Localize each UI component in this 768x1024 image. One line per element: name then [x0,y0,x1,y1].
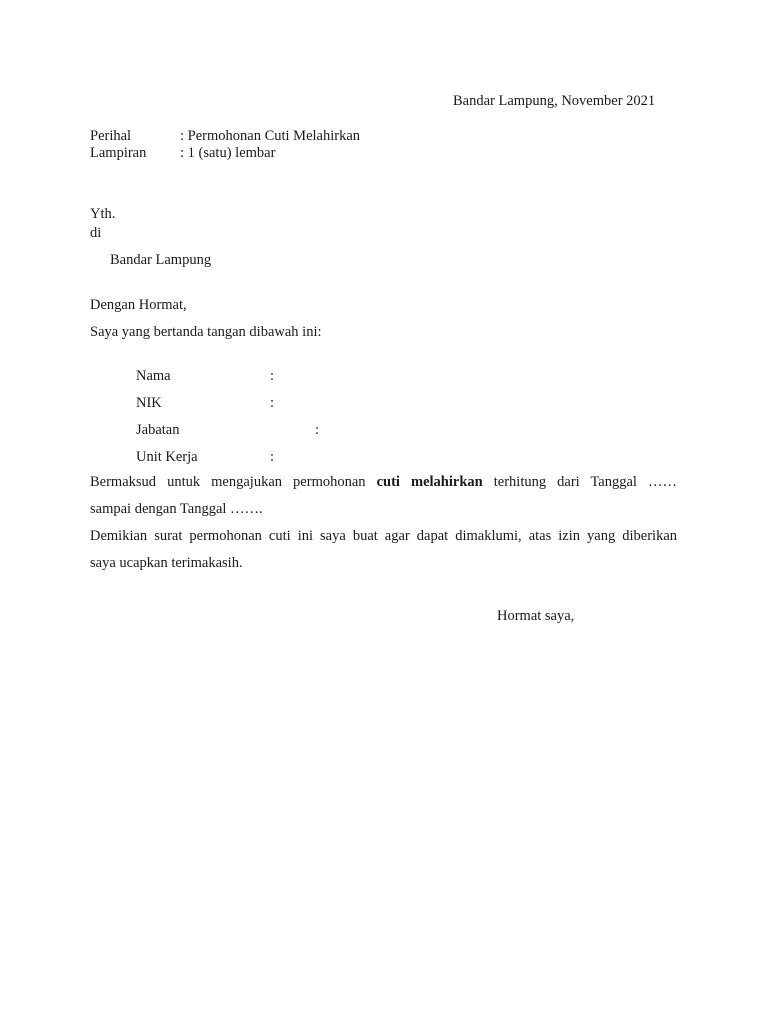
recipient-city: Bandar Lampung [110,252,212,268]
field-colon-nik: : [270,395,275,411]
perihal-label: Perihal [90,128,132,144]
field-colon-jabatan: : [315,422,320,438]
intro-line: Saya yang bertanda tangan dibawah ini: [90,324,322,340]
field-label-nama: Nama [136,368,171,384]
recipient-yth: Yth. [90,206,116,222]
request-text-bold: cuti melahirkan [376,474,483,490]
request-paragraph-line1 [90,474,677,491]
closing-signoff: Hormat saya, [497,608,575,624]
perihal-value: : Permohonan Cuti Melahirkan [180,128,361,144]
lampiran-label: Lampiran [90,145,147,161]
lampiran-value: : 1 (satu) lembar [180,145,276,161]
closing-paragraph-line2: saya ucapkan terimakasih. [90,555,243,571]
recipient-di: di [90,225,102,241]
field-label-nik: NIK [136,395,162,411]
field-label-jabatan: Jabatan [136,422,180,438]
request-text-after: terhitung dari Tanggal …… [493,474,678,490]
field-colon-unit-kerja: : [270,449,275,465]
salutation: Dengan Hormat, [90,297,187,313]
closing-paragraph-line1: Demikian surat permohonan cuti ini saya buat agar dapat dimaklumi, atas izin yang diberikan [90,528,677,544]
request-text-before: Bermaksud untuk mengajukan permohonan [90,474,366,490]
field-colon-nama: : [270,368,275,384]
request-paragraph-line2: sampai dengan Tanggal ……. [90,501,263,517]
letter-date: Bandar Lampung, November 2021 [453,93,656,109]
field-label-unit-kerja: Unit Kerja [136,449,198,465]
